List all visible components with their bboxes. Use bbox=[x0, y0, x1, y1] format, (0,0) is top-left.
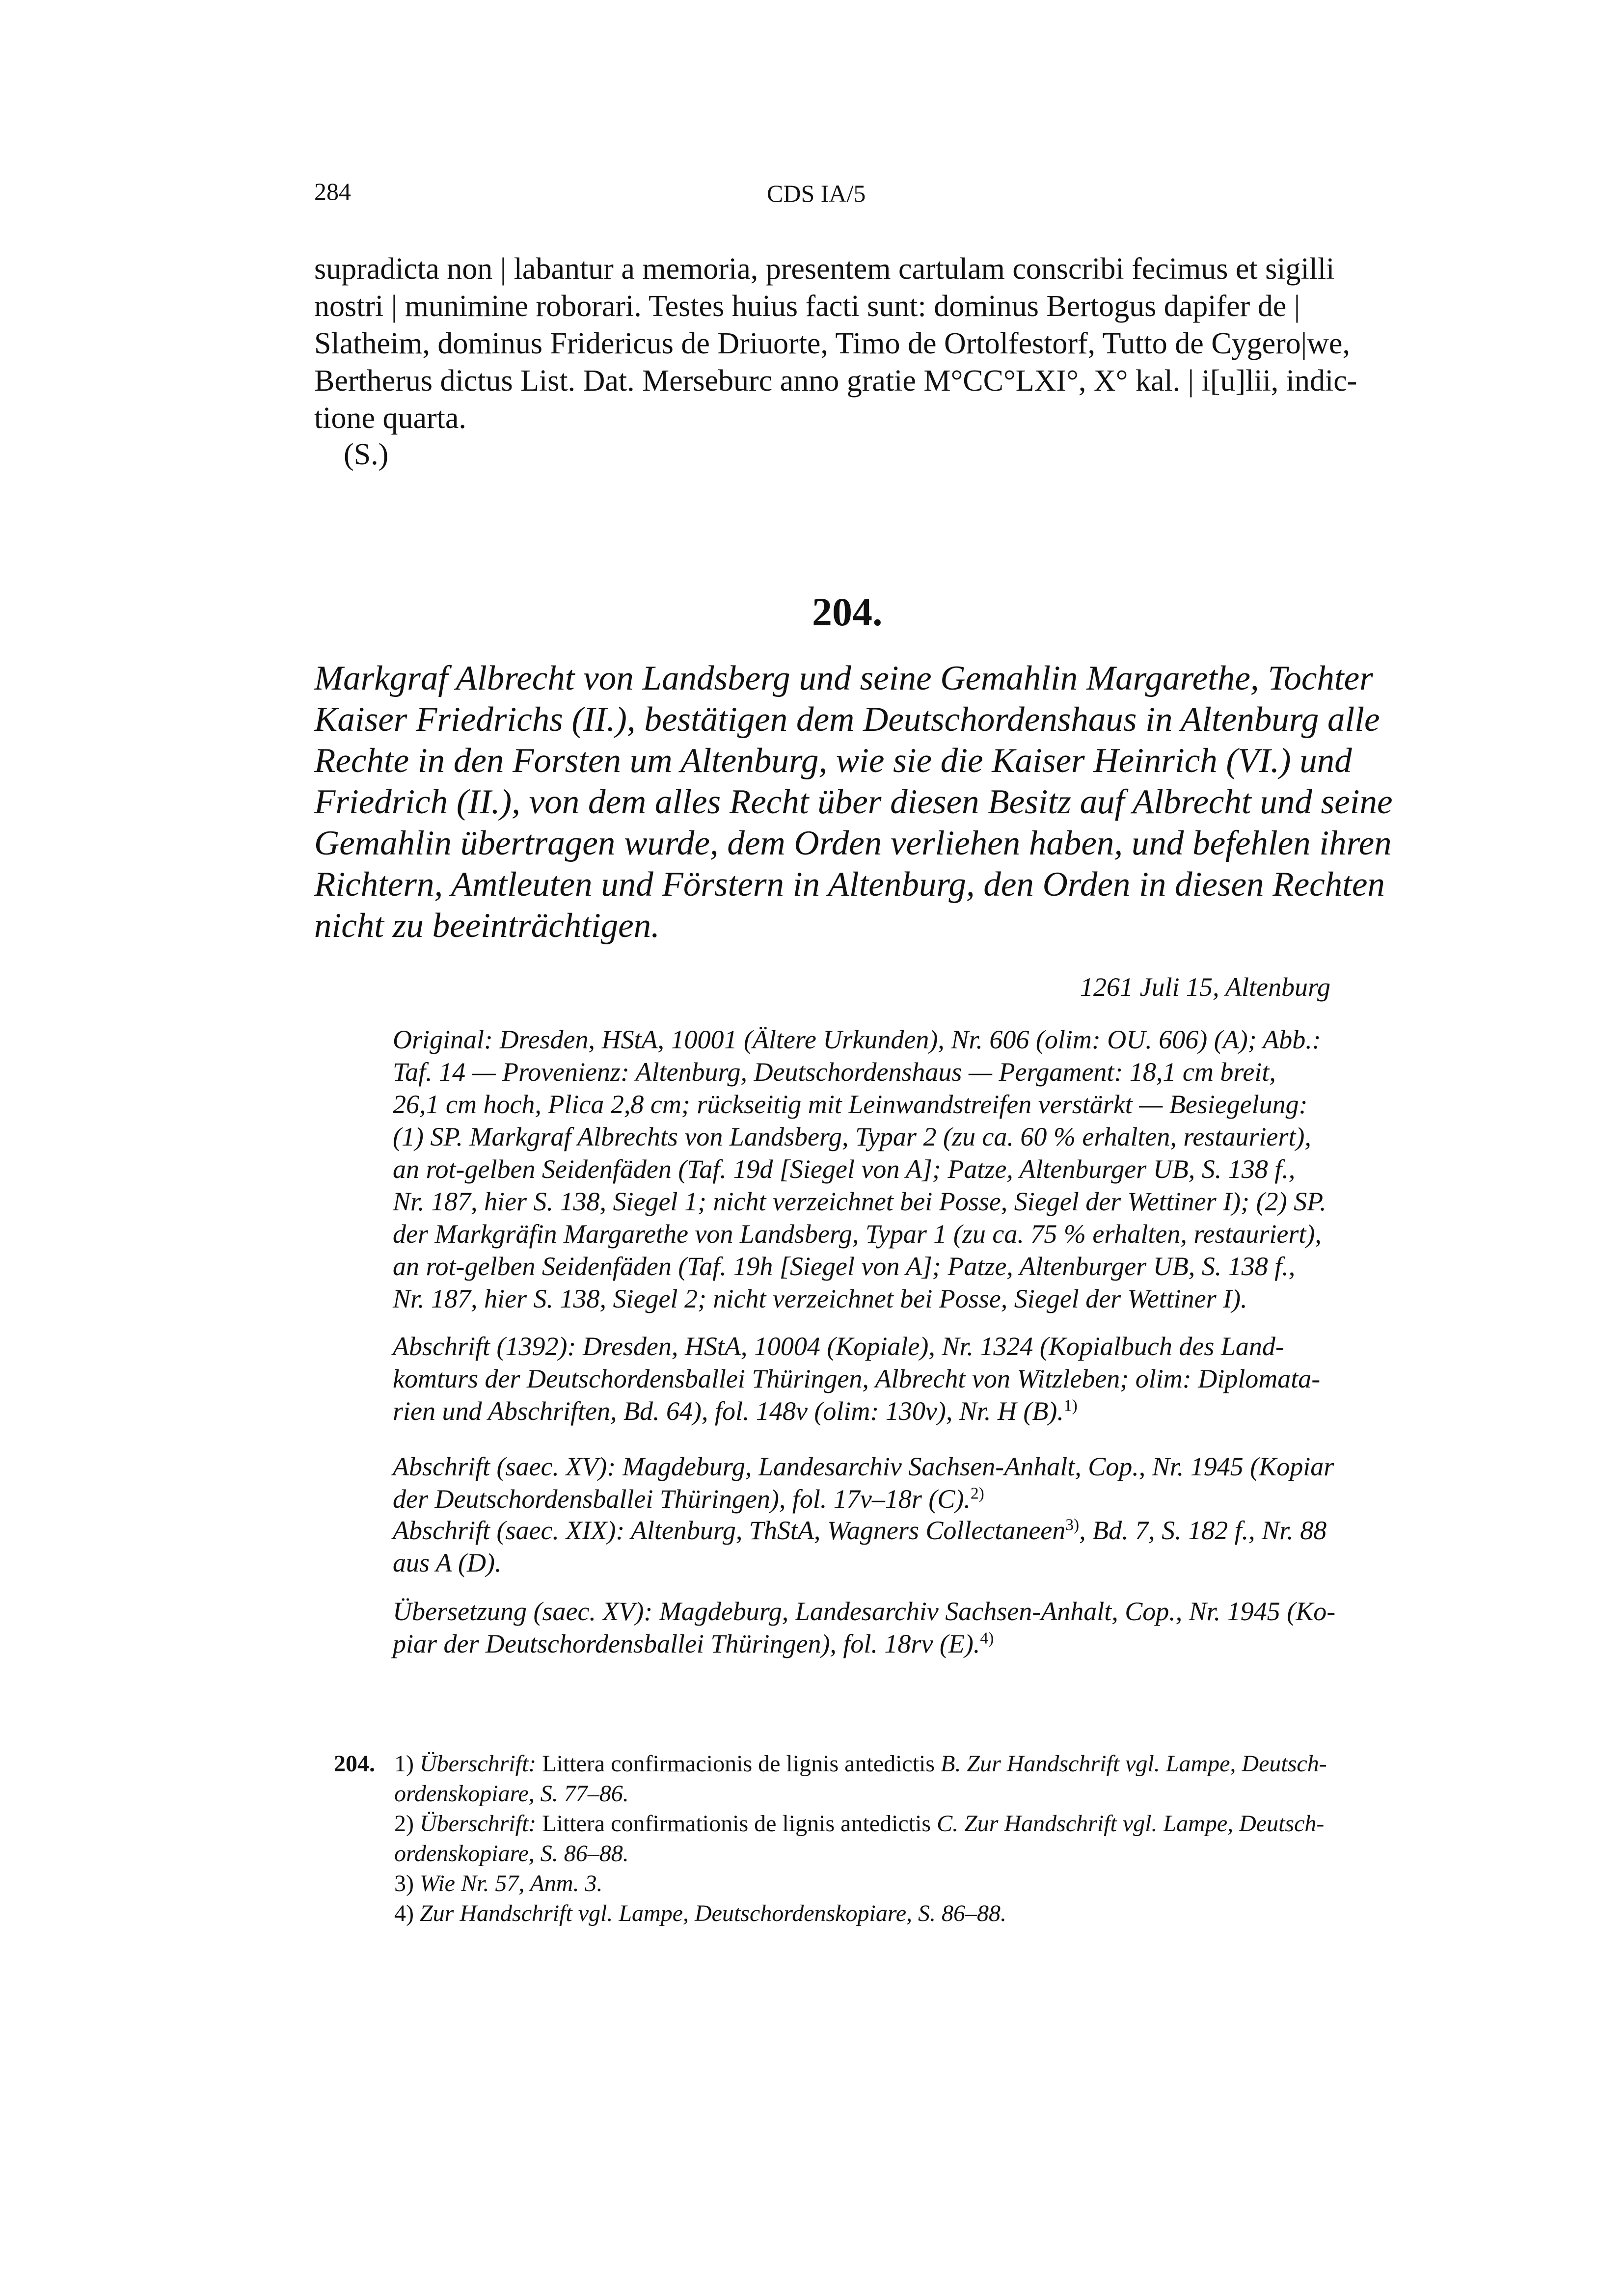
tradition-line: Nr. 187, hier S. 138, Siegel 2; nicht verzeichnet bei Posse, Siegel der Wettiner I). bbox=[393, 1284, 1247, 1313]
tradition-line: Abschrift (saec. XIX): Altenburg, ThStA, Wagners Collectaneen bbox=[393, 1516, 1066, 1545]
footnote-1: 1) Überschrift: Littera confirmacionis de lignis antedictis B. Zur Handschrift vgl. Lampe, Deutsch- bbox=[394, 1751, 1327, 1777]
footnotes bbox=[394, 1749, 1406, 1928]
footnote-doc-ref: 204. bbox=[334, 1751, 375, 1777]
tradition-line: , Bd. 7, S. 182 f., Nr. 88 bbox=[1079, 1516, 1327, 1545]
intro-line: nostri | munimine roborari. Testes huius facti sunt: dominus Bertogus dapifer de | bbox=[314, 290, 1300, 323]
page-number: 284 bbox=[314, 178, 351, 205]
regest-line: Rechte in den Forsten um Altenburg, wie sie die Kaiser Heinrich (VI.) und bbox=[314, 742, 1352, 780]
tradition-line: Nr. 187, hier S. 138, Siegel 1; nicht verzeichnet bei Posse, Siegel der Wettiner I); (2) SP. bbox=[393, 1187, 1326, 1216]
footnote-1-cont: ordenskopiare, S. 77–86. bbox=[394, 1781, 629, 1807]
tradition-line: piar der Deutschordensballei Thüringen), fol. 18rv (E). bbox=[393, 1629, 980, 1658]
document-number: 204. bbox=[812, 589, 883, 634]
tradition-line: aus A (D). bbox=[393, 1548, 502, 1577]
intro-line: Bertherus dictus List. Dat. Merseburc anno gratie M°CC°LXI°, X° kal. | i[u]lii, indic- bbox=[314, 364, 1357, 398]
note-reference: 4) bbox=[980, 1629, 994, 1648]
tradition-line: Abschrift (saec. XV): Magdeburg, Landesarchiv Sachsen-Anhalt, Cop., Nr. 1945 (Kopiar bbox=[393, 1452, 1334, 1481]
tradition-translation bbox=[393, 1595, 1399, 1660]
intro-line: supradicta non | labantur a memoria, presentem cartulam conscribi fecimus et sigilli bbox=[314, 252, 1335, 286]
intro-line: tione quarta. bbox=[314, 401, 466, 435]
tradition-line: (1) SP. Markgraf Albrechts von Landsberg, Typar 2 (zu ca. 60 % erhalten, restauriert), bbox=[393, 1122, 1311, 1151]
footnote-2: 2) Überschrift: Littera confirmationis de lignis antedictis C. Zur Handschrift vgl. Lampe, Deutsch- bbox=[394, 1811, 1325, 1837]
intro-line: Slatheim, dominus Fridericus de Driuorte, Timo de Ortolfestorf, Tutto de Cygero|we, bbox=[314, 327, 1350, 360]
intro-text bbox=[314, 250, 1394, 437]
note-reference: 1) bbox=[1063, 1396, 1078, 1415]
tradition-line: an rot-gelben Seidenfäden (Taf. 19h [Siegel von A]; Patze, Altenburger UB, S. 138 f., bbox=[393, 1252, 1296, 1281]
regest-line: Richtern, Amtleuten und Förstern in Altenburg, den Orden in diesen Rechten bbox=[314, 865, 1385, 904]
tradition-line: Übersetzung (saec. XV): Magdeburg, Landesarchiv Sachsen-Anhalt, Cop., Nr. 1945 (Ko- bbox=[393, 1597, 1336, 1626]
tradition-line: der Markgräfin Margarethe von Landsberg, Typar 1 (zu ca. 75 % erhalten, restauriert), bbox=[393, 1219, 1322, 1249]
tradition-copy-d bbox=[393, 1514, 1399, 1579]
footnote-4: 4) Zur Handschrift vgl. Lampe, Deutschordenskopiare, S. 86–88. bbox=[394, 1900, 1007, 1926]
regest-line: Markgraf Albrecht von Landsberg und seine Gemahlin Margarethe, Tochter bbox=[314, 659, 1373, 697]
tradition-line: Original: Dresden, HStA, 10001 (Ältere Urkunden), Nr. 606 (olim: OU. 606) (A); Abb.: bbox=[393, 1025, 1321, 1054]
tradition-line: Taf. 14 — Provenienz: Altenburg, Deutschordenshaus — Pergament: 18,1 cm breit, bbox=[393, 1057, 1276, 1087]
tradition-line: an rot-gelben Seidenfäden (Taf. 19d [Siegel von A]; Patze, Altenburger UB, S. 138 f., bbox=[393, 1154, 1296, 1184]
regest-line: Gemahlin übertragen wurde, dem Orden verliehen haben, und befehlen ihren bbox=[314, 824, 1392, 862]
note-reference: 2) bbox=[970, 1484, 984, 1503]
regest-line: Friedrich (II.), von dem alles Recht über diesen Besitz auf Albrecht und seine bbox=[314, 783, 1393, 821]
tradition-line: 26,1 cm hoch, Plica 2,8 cm; rückseitig mit Leinwandstreifen verstärkt — Besiegelung: bbox=[393, 1090, 1308, 1119]
tradition-line: Abschrift (1392): Dresden, HStA, 10004 (Kopiale), Nr. 1324 (Kopialbuch des Land- bbox=[393, 1332, 1284, 1361]
regest-line: nicht zu beeinträchtigen. bbox=[314, 907, 660, 945]
date-place: 1261 Juli 15, Altenburg bbox=[1080, 972, 1330, 1002]
tradition-line: der Deutschordensballei Thüringen), fol. 17v–18r (C). bbox=[393, 1484, 971, 1514]
regest bbox=[314, 658, 1414, 946]
tradition-copy-b bbox=[393, 1330, 1399, 1427]
tradition-line: rien und Abschriften, Bd. 64), fol. 148v (olim: 130v), Nr. H (B). bbox=[393, 1396, 1064, 1426]
tradition-copy-c bbox=[393, 1450, 1399, 1515]
running-title: CDS IA/5 bbox=[767, 180, 866, 207]
footnote-3: 3) Wie Nr. 57, Anm. 3. bbox=[394, 1870, 603, 1896]
note-reference: 3) bbox=[1065, 1516, 1080, 1534]
tradition-original bbox=[393, 1023, 1399, 1315]
regest-line: Kaiser Friedrichs (II.), bestätigen dem Deutschordenshaus in Altenburg alle bbox=[314, 700, 1380, 739]
footnote-2-cont: ordenskopiare, S. 86–88. bbox=[394, 1841, 629, 1867]
tradition-line: komturs der Deutschordensballei Thüringen, Albrecht von Witzleben; olim: Diplomata- bbox=[393, 1364, 1321, 1393]
seal-mark: (S.) bbox=[344, 438, 389, 471]
